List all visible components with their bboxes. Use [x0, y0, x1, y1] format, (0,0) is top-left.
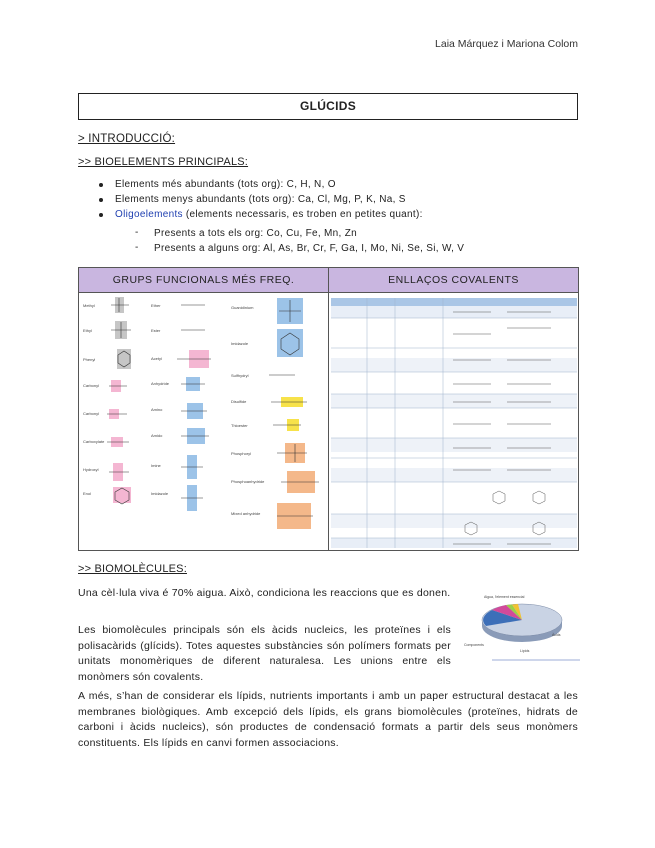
svg-text:Imine: Imine: [151, 463, 161, 468]
svg-text:Lípids: Lípids: [520, 649, 530, 653]
list-item: Oligoelements (elements necessaris, es troben en petites quant):: [97, 209, 423, 224]
svg-text:Hydroxyl: Hydroxyl: [83, 467, 99, 472]
list-item: - Presents a alguns org: Al, As, Br, Cr, F, Ga, I, Mo, Ni, Se, Si, W, V: [133, 243, 464, 258]
paragraph-lipids: A més, s’han de considerar els lípids, nutrients importants i amb un paper estructural destacat a les membranes biològiques. Amb excepció dels lípids, els grans biomolècules (proteïnes, hidrats de carboni i àcids nucleics), són productes de condensació formats a partir dels seus monòmers constituents. Els lípids en canvi formen associacions.: [78, 690, 578, 749]
svg-text:Sulfhydryl: Sulfhydryl: [231, 373, 249, 378]
svg-text:Ethyl: Ethyl: [83, 328, 92, 333]
svg-text:Phosphoryl: Phosphoryl: [231, 451, 252, 456]
svg-text:Acetyl: Acetyl: [151, 356, 162, 361]
covalent-bonds-header: ENLLAÇOS COVALENTS: [329, 268, 578, 293]
svg-text:Phosphoanhydride: Phosphoanhydride: [231, 479, 265, 484]
functional-groups-table: [78, 267, 579, 551]
svg-text:Carbonyl: Carbonyl: [83, 383, 100, 388]
oligoelements-highlight: Oligoelements: [115, 209, 183, 220]
bioelements-heading: >> BIOELEMENTS PRINCIPALS:: [78, 156, 249, 168]
svg-text:Ether: Ether: [151, 303, 161, 308]
paragraph-cell-water: Una cèl·lula viva é 70% aigua. Això, condiciona les reaccions que es donen.: [78, 587, 451, 599]
paragraph-biomolecules: Les biomolècules principals són els àcids nucleics, les proteïnes i els polisacàrids (glícids). Totes aquestes substàncies són polímers formats per unitats monomèriques de diferent naturalesa. Les unions entre els monòmers són covalents.: [78, 624, 451, 683]
intro-heading: > INTRODUCCIÓ:: [78, 133, 176, 145]
svg-text:Components: Components: [464, 643, 484, 647]
svg-text:Imidazole: Imidazole: [151, 491, 169, 496]
svg-text:Imidazole: Imidazole: [231, 341, 249, 346]
svg-text:Methyl: Methyl: [83, 303, 95, 308]
oligoelements-sublist: [133, 228, 464, 258]
biomolecules-heading: >> BIOMOLÈCULES:: [78, 563, 187, 575]
svg-text:Amino: Amino: [151, 407, 163, 412]
svg-text:Anhydride: Anhydride: [151, 381, 170, 386]
svg-text:Disulfide: Disulfide: [231, 399, 247, 404]
covalent-bonds-figure: [331, 298, 577, 548]
svg-text:Carboxylate: Carboxylate: [83, 439, 105, 444]
svg-text:Thioester: Thioester: [231, 423, 248, 428]
bioelements-list: [97, 179, 423, 224]
svg-text:Enol: Enol: [83, 491, 92, 496]
page-title: GLÚCIDS: [78, 93, 578, 120]
svg-text:Mixed anhydride: Mixed anhydride: [231, 511, 261, 516]
table-divider: [328, 268, 329, 550]
list-item: - Presents a tots els org: Co, Cu, Fe, Mn, Zn: [133, 228, 464, 243]
svg-text:Guanidinium: Guanidinium: [231, 305, 254, 310]
functional-groups-header: GRUPS FUNCIONALS MÉS FREQ.: [79, 268, 328, 293]
list-item: Elements menys abundants (tots org): Ca, Cl, Mg, P, K, Na, S: [97, 194, 423, 209]
svg-text:Phenyl: Phenyl: [83, 357, 96, 362]
svg-text:Ester: Ester: [151, 328, 161, 333]
svg-text:Àcids: Àcids: [552, 633, 561, 637]
svg-text:Carbonyl: Carbonyl: [83, 411, 100, 416]
cell-composition-pie-figure: [462, 590, 582, 670]
functional-groups-figure: [81, 295, 326, 549]
list-item: Elements més abundants (tots org): C, H, N, O: [97, 179, 423, 194]
svg-text:Amido: Amido: [151, 433, 163, 438]
author-name: Laia Márquez i Mariona Colom: [435, 38, 578, 50]
svg-text:Aigua, l'element essencial: Aigua, l'element essencial: [484, 595, 525, 599]
